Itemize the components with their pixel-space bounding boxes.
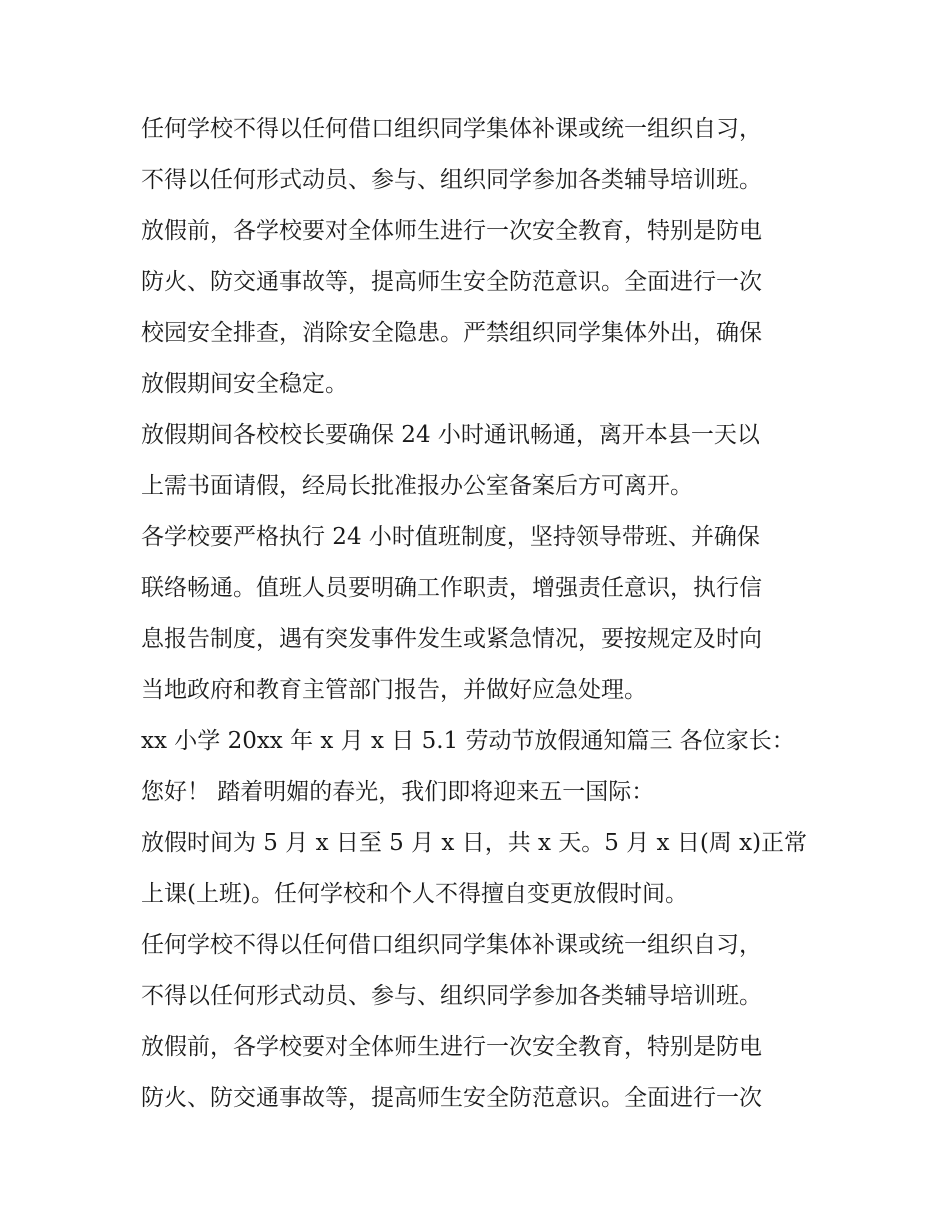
text-line: 您好！ 踏着明媚的春光，我们即将迎来五一国际： [141, 779, 655, 805]
text-line: 上需书面请假，经局长批准报办公室备案后方可离开。 [141, 473, 693, 499]
document-body [141, 104, 821, 1124]
text-line: 任何学校不得以任何借口组织同学集体补课或统一组织自习， [141, 932, 762, 958]
text-line: 任何学校不得以任何借口组织同学集体补课或统一组织自习， [141, 116, 762, 142]
text-line: 不得以任何形式动员、参与、组织同学参加各类辅导培训班。 [141, 983, 762, 1009]
text-line: 当地政府和教育主管部门报告，并做好应急处理。 [141, 677, 647, 703]
text-line: 放假前，各学校要对全体师生进行一次安全教育，特别是防电 [141, 1034, 762, 1060]
text-line: 不得以任何形式动员、参与、组织同学参加各类辅导培训班。 [141, 167, 762, 193]
text-line: 防火、防交通事故等，提高师生安全防范意识。全面进行一次 [141, 1085, 762, 1111]
text-line: xx 小学 20xx 年 x 月 x 日 5.1 劳动节放假通知篇三 各位家长： [141, 728, 795, 754]
text-line: 联络畅通。值班人员要明确工作职责，增强责任意识，执行信 [141, 575, 762, 601]
text-line: 放假时间为 5 月 x 日至 5 月 x 日，共 x 天。5 月 x 日(周 x)正常 [141, 830, 808, 856]
text-line: 息报告制度，遇有突发事件发生或紧急情况，要按规定及时向 [141, 626, 762, 652]
text-line: 各学校要严格执行 24 小时值班制度，坚持领导带班、并确保 [141, 524, 760, 550]
text-line: 上课(上班)。任何学校和个人不得擅自变更放假时间。 [141, 881, 688, 907]
text-line: 放假前，各学校要对全体师生进行一次安全教育，特别是防电 [141, 218, 762, 244]
text-line: 放假期间各校校长要确保 24 小时通讯畅通，离开本县一天以 [141, 422, 760, 448]
text-line: 校园安全排查，消除安全隐患。严禁组织同学集体外出，确保 [141, 320, 762, 346]
text-line: 放假期间安全稳定。 [141, 371, 348, 397]
text-line: 防火、防交通事故等，提高师生安全防范意识。全面进行一次 [141, 269, 762, 295]
